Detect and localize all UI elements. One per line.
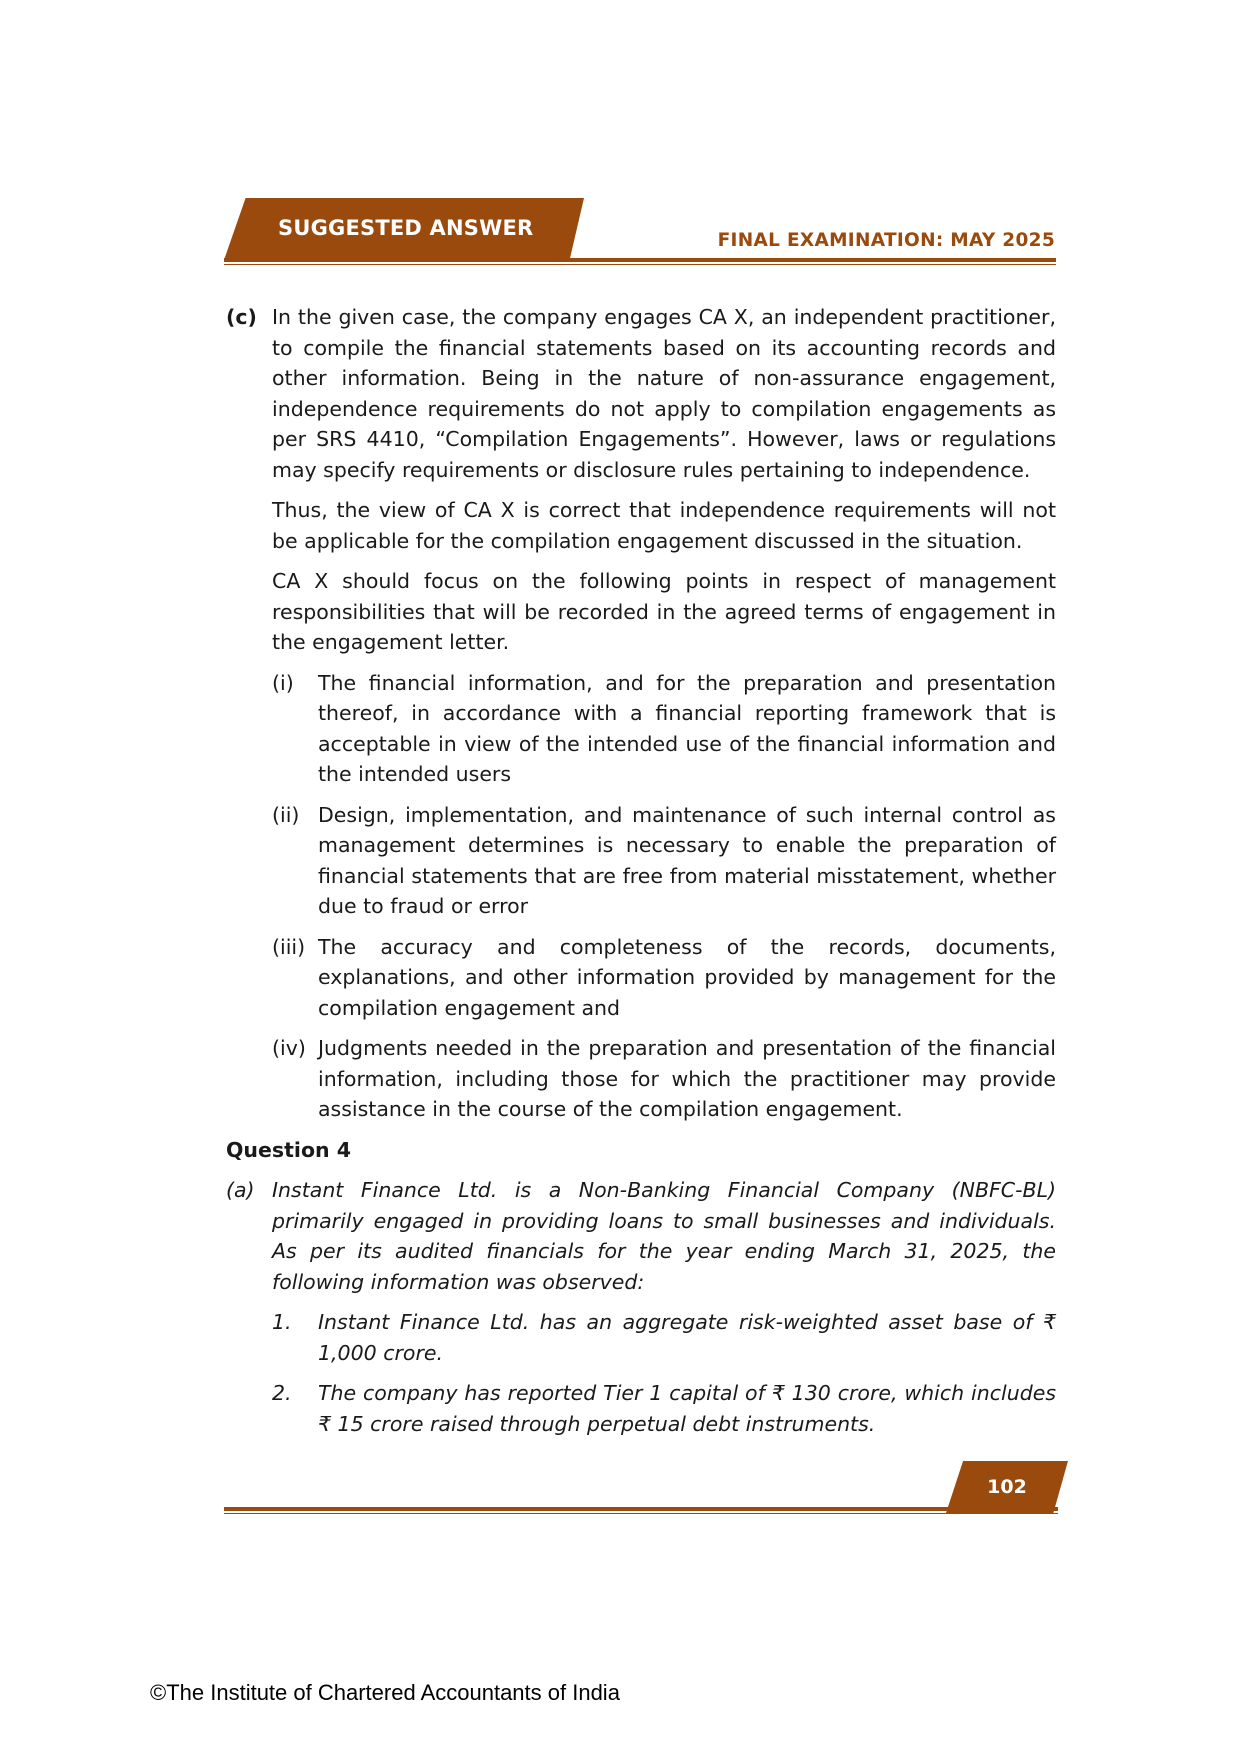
list-item (272, 800, 1056, 922)
header-tab-label: SUGGESTED ANSWER (278, 216, 534, 240)
exam-title: FINAL EXAMINATION: MAY 2025 (717, 230, 1055, 251)
section-c-para-3: CA X should focus on the following points in respect of management responsibilities that will be recorded in the agreed terms of engagement in the engagement letter. (272, 569, 1056, 654)
list-item-label: 2. (272, 1381, 292, 1405)
list-item-label: 1. (272, 1310, 292, 1334)
part-a-label: (a) (226, 1178, 255, 1202)
page-content (226, 302, 1056, 1439)
section-c-para-1: In the given case, the company engages CA X, an independent practitioner, to compile the financial statements based on its accounting records and other information. Being in the nature of non-assurance engagement, independence requirements do not apply to compilation engagements as per SRS 4410, “Compilation Engagements”. However, laws or regulations may specify requirements or disclosure rules pertaining to independence. (272, 305, 1056, 482)
page-number: 102 (987, 1476, 1027, 1498)
question-4-part-a (226, 1175, 1056, 1297)
header-rule-thin (224, 264, 1056, 265)
section-c-para-2: Thus, the view of CA X is correct that independence requirements will not be applicable for the compilation engagement discussed in the situation. (272, 498, 1056, 553)
section-c (226, 302, 1056, 485)
list-item-text: The accuracy and completeness of the records, documents, explanations, and other information provided by management for the compilation engagement and (318, 934, 1056, 1020)
list-item (272, 1307, 1056, 1368)
question-4-heading: Question 4 (226, 1137, 352, 1162)
list-item-text: Judgments needed in the preparation and presentation of the financial information, including those for which the practitioner may provide assistance in the course of the compilation engagement. (318, 1036, 1056, 1121)
footer-rule-thin (224, 1513, 1058, 1514)
list-item-label: (iv) (272, 1036, 306, 1060)
list-item-text: The company has reported Tier 1 capital of ₹ 130 crore, which includes ₹ 15 crore raised through perpetual debt instruments. (318, 1381, 1056, 1436)
list-item (272, 668, 1056, 790)
list-item-text: Instant Finance Ltd. has an aggregate risk-weighted asset base of ₹ 1,000 crore. (318, 1310, 1056, 1365)
copyright-notice: ©The Institute of Chartered Accountants of India (150, 1680, 620, 1705)
list-item (272, 932, 1056, 1024)
list-item (272, 1033, 1056, 1125)
section-c-label: (c) (226, 305, 257, 329)
list-item-text: Design, implementation, and maintenance of such internal control as management determines is necessary to enable the preparation of financial statements that are free from material misstatement, whether due to fraud or error (318, 802, 1056, 918)
list-item-label: (ii) (272, 802, 300, 827)
footer-rule (224, 1507, 1058, 1511)
list-item-label: (iii) (272, 934, 306, 959)
header-rule (224, 258, 1056, 262)
list-item (272, 1378, 1056, 1439)
part-a-intro: Instant Finance Ltd. is a Non-Banking Financial Company (NBFC-BL) primarily engaged in providing loans to small businesses and individuals. As per its audited financials for the year ending March 31, 2025, the following information was observed: (272, 1178, 1056, 1294)
list-item-text: The financial information, and for the preparation and presentation thereof, in accordance with a financial reporting framework that is acceptable in view of the intended use of the financial information and the intended users (318, 670, 1056, 786)
list-item-label: (i) (272, 670, 294, 695)
